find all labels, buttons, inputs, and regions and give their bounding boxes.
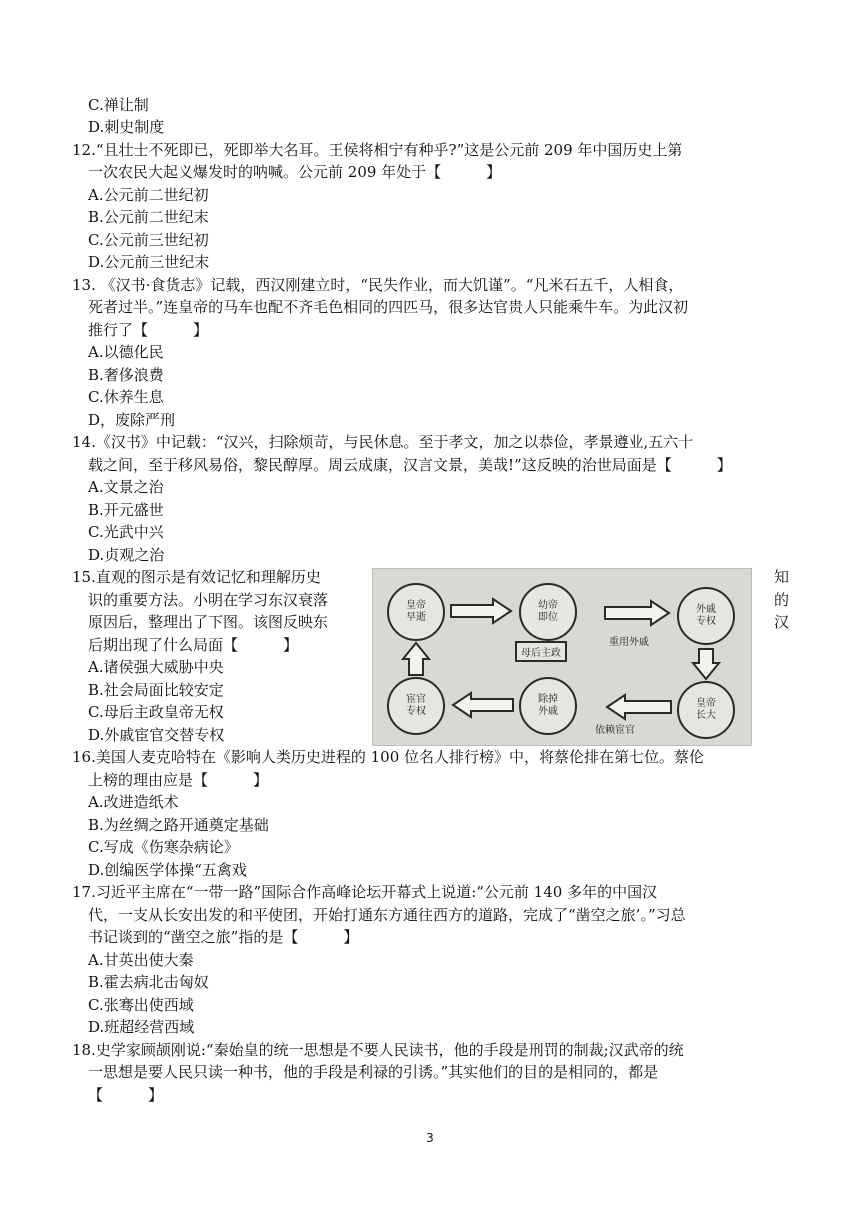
q16-stem-line1: 16.美国人麦克哈特在《影响人类历史进程的 100 位名人排行榜》中，将蔡伦排在第七位。蔡伦 xyxy=(72,748,705,766)
node-remove-consort-clan: 除掉 外戚 xyxy=(519,677,577,735)
q11-option-d: D.刺史制度 xyxy=(88,118,165,136)
q15-flow-diagram xyxy=(372,568,752,746)
q15-option-a: A.诸侯强大威胁中央 xyxy=(88,658,224,676)
q16-stem-line2: 上榜的理由应是【 】 xyxy=(88,771,269,789)
q12-option-a: A.公元前二世纪初 xyxy=(88,186,209,204)
label-use-consort-clan: 重用外戚 xyxy=(609,637,649,648)
arrow-left-icon xyxy=(449,691,515,719)
arrow-down-icon xyxy=(691,647,721,681)
q12-stem-line1: 12.“且壮士不死即已，死即举大名耳。王侯将相宁有种乎?”这是公元前 209 年中国历史上第 xyxy=(72,141,683,159)
q17-stem-line1: 17.习近平主席在“一带一路”国际合作高峰论坛开幕式上说道:“公元前 140 多年的中国汉 xyxy=(72,883,658,901)
q13-stem-line2: 死者过半。”连皇帝的马车也配不齐毛色相同的四匹马，很多达官贵人只能乘牛车。为此汉初 xyxy=(88,298,689,316)
arrow-left-icon xyxy=(603,693,673,721)
node-emperor-grown: 皇帝 长大 xyxy=(677,681,735,739)
q15-stem-line4: 后期出现了什么局面【 】 xyxy=(88,636,299,654)
q16-option-b: B.为丝绸之路开通奠定基础 xyxy=(88,816,269,834)
q12-option-c: C.公元前三世纪初 xyxy=(88,231,209,249)
q18-stem-line3: 【 】 xyxy=(88,1086,164,1104)
q15-wrap-char-1: 知 xyxy=(774,568,790,586)
q14-option-d: D.贞观之治 xyxy=(88,546,165,564)
q15-stem-line1: 15.直观的图示是有效记忆和理解历史 xyxy=(72,568,321,586)
q15-wrap-char-3: 汉 xyxy=(774,613,790,631)
q13-option-c: C.休养生息 xyxy=(88,388,164,406)
arrow-up-icon xyxy=(401,641,431,677)
q17-stem-line2: 代，一支从长安出发的和平使团，开始打通东方通往西方的道路，完成了“凿空之旅’。”习总 xyxy=(88,906,686,924)
q18-stem-line1: 18.史学家顾颉刚说:“秦始皇的统一思想是不要人民读书，他的手段是刑罚的制裁;汉武帝的统 xyxy=(72,1041,684,1059)
q17-option-a: A.甘英出使大秦 xyxy=(88,951,194,969)
node-emperor-early-death: 皇帝 早逝 xyxy=(387,583,445,641)
q17-option-c: C.张骞出使西域 xyxy=(88,996,194,1014)
q14-option-c: C.光武中兴 xyxy=(88,523,164,541)
q14-stem-line2: 载之间，至于移风易俗，黎民醇厚。周云成康，汉言文景，美哉!”这反映的治世局面是【 】 xyxy=(88,456,732,474)
q13-option-a: A.以德化民 xyxy=(88,343,164,361)
q15-stem-line3: 原因后，整理出了下图。该图反映东 xyxy=(88,613,329,631)
q15-wrap-char-2: 的 xyxy=(774,591,790,609)
q15-stem-line2: 识的重要方法。小明在学习东汉衰落 xyxy=(88,591,329,609)
q15-option-d: D.外戚宦官交替专权 xyxy=(88,726,225,744)
q16-option-d: D.创编医学体操“五禽戏 xyxy=(88,861,247,879)
q13-stem-line1: 13. 《汉书·食货志》记载，西汉刚建立时，“民失作业，而大饥谨”。“凡米石五千，人相食， xyxy=(72,276,684,294)
q13-option-d: D，废除严刑 xyxy=(88,411,176,429)
q14-option-b: B.开元盛世 xyxy=(88,501,164,519)
page-number: 3 xyxy=(426,1131,434,1145)
q11-option-c: C.禅让制 xyxy=(88,96,149,114)
q17-stem-line3: 书记谈到的“凿空之旅”指的是【 】 xyxy=(88,928,359,946)
q13-option-b: B.奢侈浪费 xyxy=(88,366,164,384)
node-eunuch-power: 宦官 专权 xyxy=(387,677,445,735)
node-consort-clan-power: 外戚 专权 xyxy=(677,587,735,645)
q18-stem-line2: 一思想是要人民只读一种书，他的手段是利禄的引诱。”其实他们的目的是相同的，都是 xyxy=(88,1063,659,1081)
q15-option-c: C.母后主政皇帝无权 xyxy=(88,703,224,721)
arrow-right-icon xyxy=(449,597,515,625)
q14-stem-line1: 14.《汉书》中记载：“汉兴，扫除烦苛，与民休息。至于孝文，加之以恭俭，孝景遵业,五六十 xyxy=(72,433,694,451)
q17-option-b: B.霍去病北击匈奴 xyxy=(88,973,209,991)
q12-option-d: D.公元前三世纪末 xyxy=(88,253,210,271)
q15-option-b: B.社会局面比较安定 xyxy=(88,681,224,699)
q17-option-d: D.班超经营西域 xyxy=(88,1018,195,1036)
q16-option-a: A.改进造纸术 xyxy=(88,793,179,811)
q12-stem-line2: 一次农民大起义爆发时的呐喊。公元前 209 年处于【 】 xyxy=(88,163,502,181)
label-rely-eunuchs: 依赖宦官 xyxy=(595,725,635,736)
node-child-emperor: 幼帝 即位 xyxy=(519,583,577,641)
tag-empress-regency: 母后主政 xyxy=(515,641,567,662)
q14-option-a: A.文景之治 xyxy=(88,478,164,496)
q16-option-c: C.写成《伤寒杂病论》 xyxy=(88,838,239,856)
q13-stem-line3: 推行了【 】 xyxy=(88,321,209,339)
q12-option-b: B.公元前二世纪末 xyxy=(88,208,209,226)
arrow-right-icon xyxy=(603,599,673,627)
